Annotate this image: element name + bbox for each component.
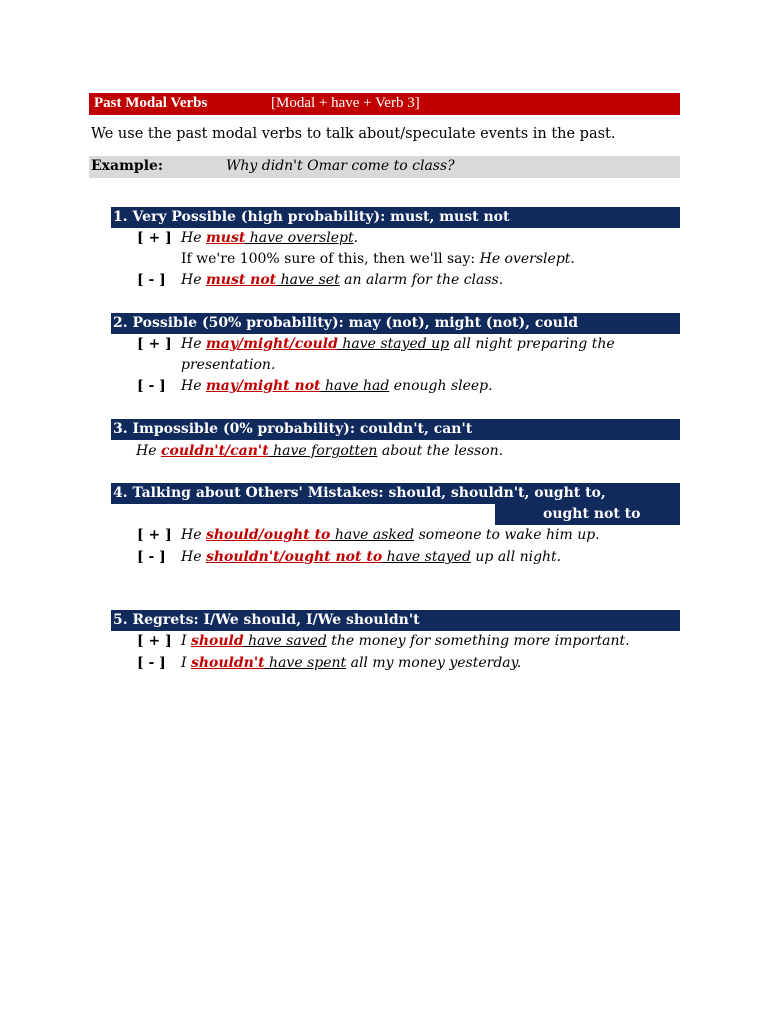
sign-plus: [ + ] [137, 527, 172, 543]
section-2-heading-text: 2. Possible (50% probability): may (not), might (not), could [113, 315, 579, 331]
past-participle: have asked [330, 527, 415, 543]
example-question: Why didn't Omar come to class? [226, 158, 455, 174]
section-5-heading-text: 5. Regrets: I/We should, I/We shouldn't [113, 612, 420, 628]
example-line: I should have saved the money for something more important. [181, 633, 630, 649]
past-participle: have stayed [382, 549, 471, 565]
modal-verb: must not [205, 272, 277, 288]
section-1-heading [111, 207, 680, 228]
intro-text: We use the past modal verbs to talk about/speculate events in the past. [91, 126, 616, 142]
sign-minus: [ - ] [137, 272, 166, 288]
note-line: If we're 100% sure of this, then we'll say: He overslept. [181, 251, 575, 267]
past-participle: have had [320, 378, 390, 394]
section-1-heading-text: 1. Very Possible (high probability): must, must not [113, 209, 510, 225]
past-participle: have set [276, 272, 340, 288]
sign-plus: [ + ] [137, 633, 172, 649]
section-3-heading [111, 419, 680, 440]
example-line: He may/might/could have stayed up all night preparing the [181, 336, 615, 352]
example-line: I shouldn't have spent all my money yesterday. [181, 655, 522, 671]
modal-verb: couldn't/can't [160, 443, 269, 459]
sign-minus: [ - ] [137, 378, 166, 394]
section-4-heading [111, 483, 680, 504]
sign-minus: [ - ] [137, 549, 166, 565]
example-line: He must have overslept. [181, 230, 359, 246]
section-4-heading-text: 4. Talking about Others' Mistakes: should, shouldn't, ought to, [113, 485, 606, 501]
past-participle: have forgotten [268, 443, 378, 459]
modal-verb: shouldn't/ought not to [205, 549, 383, 565]
section-5-heading [111, 610, 680, 631]
section-4-heading-tail-text: ought not to [543, 506, 641, 522]
example-label: Example: [91, 158, 164, 174]
example-bar [89, 156, 680, 178]
sign-plus: [ + ] [137, 230, 172, 246]
example-line: He shouldn't/ought not to have stayed up all night. [181, 549, 562, 565]
example-line: He must not have set an alarm for the class. [181, 272, 504, 288]
modal-verb: may/might not [205, 378, 321, 394]
section-3-heading-text: 3. Impossible (0% probability): couldn't, can't [113, 421, 473, 437]
section-4-heading-tail [495, 504, 680, 525]
past-participle: have spent [264, 655, 347, 671]
example-line-continued: presentation. [181, 357, 276, 373]
modal-verb: should/ought to [205, 527, 331, 543]
sign-minus: [ - ] [137, 655, 166, 671]
modal-verb: must [205, 230, 246, 246]
title-bar [89, 93, 680, 115]
section-2-heading [111, 313, 680, 334]
example-line: He should/ought to have asked someone to wake him up. [181, 527, 600, 543]
past-participle: have saved [243, 633, 327, 649]
modal-verb: shouldn't [190, 655, 265, 671]
modal-verb: should [190, 633, 244, 649]
title-left: Past Modal Verbs [94, 95, 208, 111]
past-participle: have overslept [245, 230, 354, 246]
example-line: He may/might not have had enough sleep. [181, 378, 493, 394]
title-formula: [Modal + have + Verb 3] [271, 95, 420, 111]
example-line: He couldn't/can't have forgotten about the lesson. [136, 443, 504, 459]
past-participle: have stayed up [337, 336, 450, 352]
sign-plus: [ + ] [137, 336, 172, 352]
modal-verb: may/might/could [205, 336, 338, 352]
